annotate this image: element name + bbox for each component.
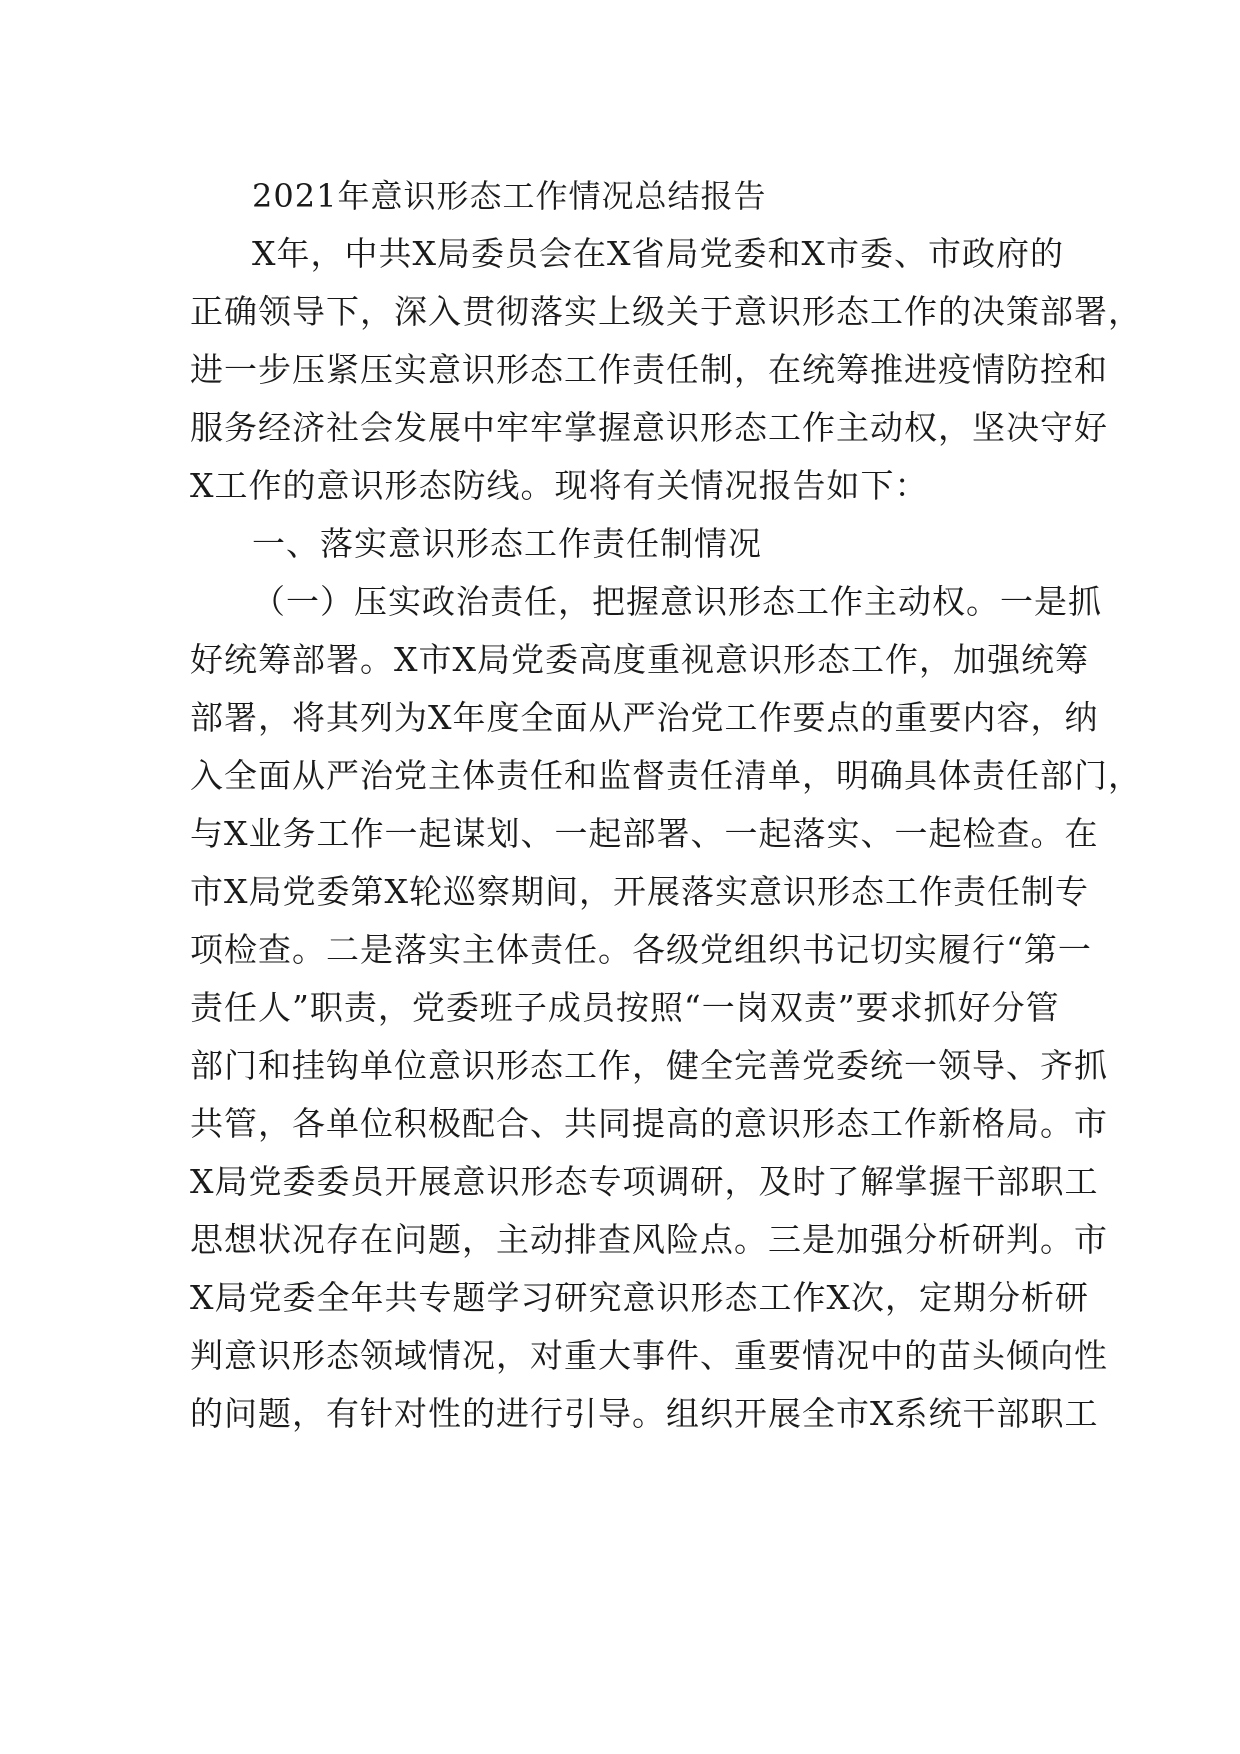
- paragraph-line: 判意识形态领域情况，对重大事件、重要情况中的苗头倾向性: [190, 1336, 1108, 1375]
- paragraph-line: X工作的意识形态防线。现将有关情况报告如下：: [190, 466, 929, 505]
- section-heading: 一、落实意识形态工作责任制情况: [252, 524, 762, 563]
- paragraph-line: 好统筹部署。X市X局党委高度重视意识形态工作，加强统筹: [190, 640, 1089, 679]
- paragraph-line: 的问题，有针对性的进行引导。组织开展全市X系统干部职工: [190, 1394, 1099, 1433]
- paragraph-line: 服务经济社会发展中牢牢掌握意识形态工作主动权，坚决守好: [190, 408, 1108, 447]
- paragraph-line: （一）压实政治责任，把握意识形态工作主动权。一是抓: [252, 582, 1102, 621]
- paragraph-line: 共管，各单位积极配合、共同提高的意识形态工作新格局。市: [190, 1104, 1108, 1143]
- paragraph-line: 部门和挂钩单位意识形态工作，健全完善党委统一领导、齐抓: [190, 1046, 1108, 1085]
- paragraph-line: 责任人”职责，党委班子成员按照“一岗双责”要求抓好分管: [190, 988, 1060, 1027]
- paragraph-line: 入全面从严治党主体责任和监督责任清单，明确具体责任部门，: [190, 756, 1142, 795]
- paragraph-line: 项检查。二是落实主体责任。各级党组织书记切实履行“第一: [190, 930, 1092, 969]
- paragraph-line: 与X业务工作一起谋划、一起部署、一起落实、一起检查。在: [190, 814, 1099, 853]
- paragraph-line: 思想状况存在问题，主动排查风险点。三是加强分析研判。市: [190, 1220, 1108, 1259]
- document-title: 2021年意识形态工作情况总结报告: [252, 177, 767, 215]
- paragraph-line: 正确领导下，深入贯彻落实上级关于意识形态工作的决策部署，: [190, 292, 1142, 331]
- paragraph-line: X局党委委员开展意识形态专项调研，及时了解掌握干部职工: [190, 1162, 1099, 1201]
- paragraph-line: 市X局党委第X轮巡察期间，开展落实意识形态工作责任制专: [190, 872, 1089, 911]
- paragraph-line: X局党委全年共专题学习研究意识形态工作X次，定期分析研: [190, 1278, 1089, 1317]
- paragraph-line: 进一步压紧压实意识形态工作责任制，在统筹推进疫情防控和: [190, 350, 1108, 389]
- paragraph-line: X年，中共X局委员会在X省局党委和X市委、市政府的: [252, 234, 1064, 273]
- paragraph-line: 部署，将其列为X年度全面从严治党工作要点的重要内容，纳: [190, 698, 1099, 737]
